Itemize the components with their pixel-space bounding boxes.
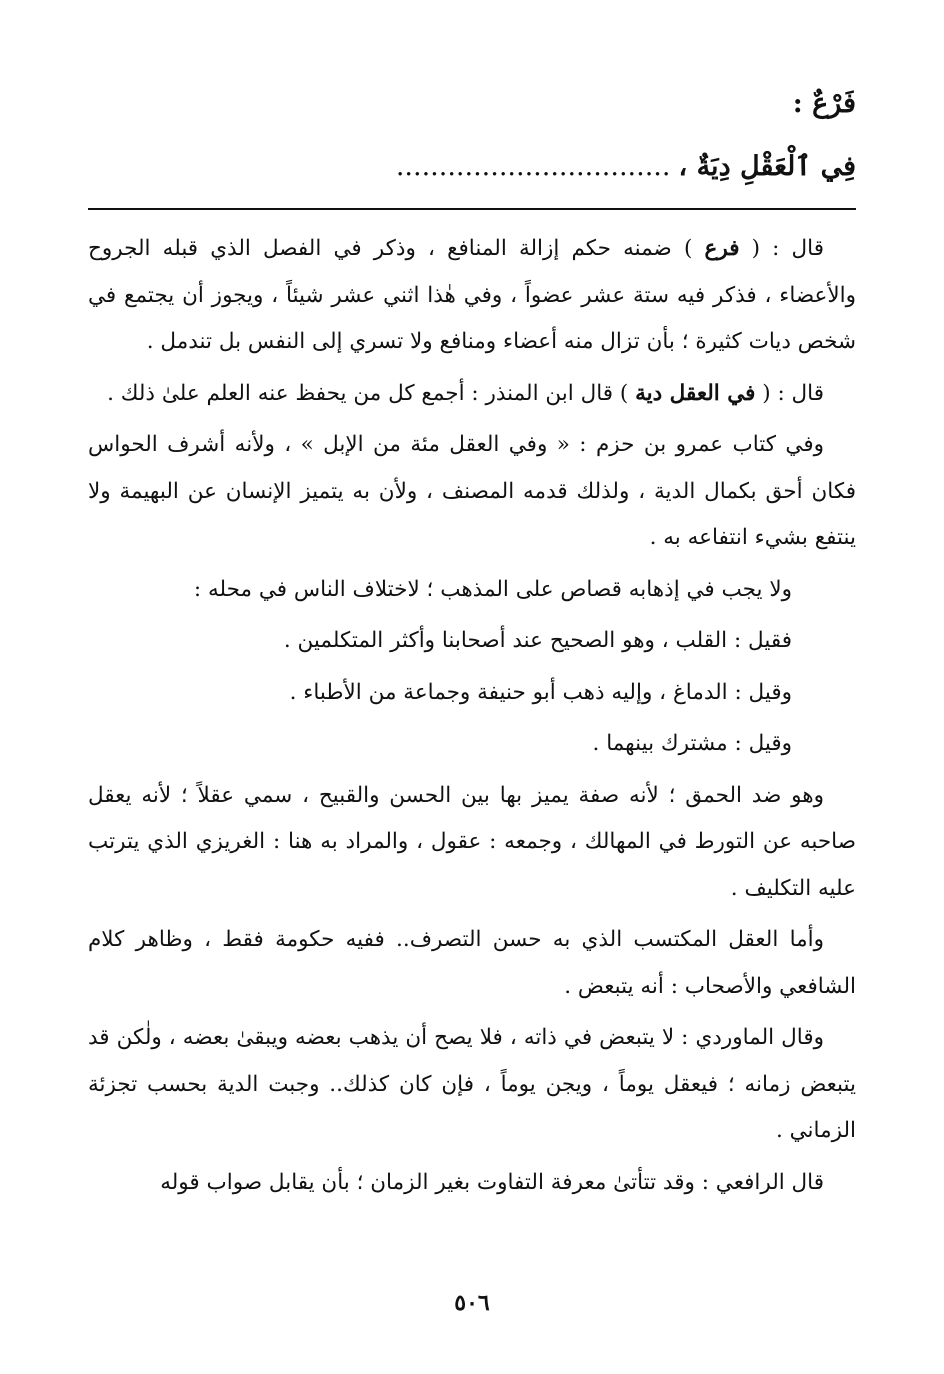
paragraph-text: قال : ( <box>755 380 824 406</box>
paragraph <box>88 670 856 717</box>
subheading-text: فِي ٱلْعَقْلِ دِيَةٌ ، <box>678 151 856 182</box>
page-number: ٥٠٦ <box>454 1290 490 1316</box>
paragraph <box>88 226 856 366</box>
paragraph-text: ولا يجب في إذهابه قصاص على المذهب ؛ لاختلاف الناس في محله : <box>193 576 792 602</box>
paragraph <box>88 618 856 665</box>
bold-text: فرع <box>704 236 740 261</box>
paragraph <box>88 422 856 562</box>
paragraph-text: وأما العقل المكتسب الذي به حسن التصرف.. ففيه حكومة فقط ، وظاهر كلام الشافعي والأصحاب : أنه يتبعض . <box>88 927 856 999</box>
paragraph <box>88 1160 856 1207</box>
section-subheading <box>86 143 856 191</box>
paragraph <box>88 917 856 1010</box>
paragraph-text: وفي كتاب عمرو بن حزم : « وفي العقل مئة من الإبل » ، ولأنه أشرف الحواس فكان أحق بكمال الدية ، ولذلك قدمه المصنف ، ولأن به يتميز الإنسان عن البهيمة ولا ينتفع بشيء انتفاعه به . <box>88 432 856 550</box>
paragraph <box>88 1015 856 1155</box>
paragraph <box>88 371 856 418</box>
paragraph <box>88 773 856 913</box>
paragraph <box>88 567 856 614</box>
bold-text: في العقل دية <box>635 380 756 406</box>
paragraph-text: ) قال ابن المنذر : أجمع كل من يحفظ عنه العلم علىٰ ذلك . <box>107 380 636 406</box>
section-heading: فَرْعٌ : <box>792 88 856 119</box>
paragraph-text: فقيل : القلب ، وهو الصحيح عند أصحابنا وأكثر المتكلمين . <box>283 628 792 653</box>
paragraph-text: وقيل : الدماغ ، وإليه ذهب أبو حنيفة وجماعة من الأطباء . <box>289 679 792 705</box>
paragraph-text: وقال الماوردي : لا يتبعض في ذاته ، فلا يصح أن يذهب بعضه ويبقىٰ بعضه ، ولٰكن قد يتبعض زمانه ؛ فيعقل يوماً ، ويجن يوماً ، فإن كان كذلك.. وجبت الدية بحسب تجزئة الزماني . <box>88 1025 856 1143</box>
leader-dots: ................................ <box>395 151 671 182</box>
paragraph-text: قال الرافعي : وقد تتأتىٰ معرفة التفاوت بغير الزمان ؛ بأن يقابل صواب قوله <box>160 1169 824 1195</box>
paragraph-text: وقيل : مشترك بينهما . <box>592 731 792 756</box>
page-body <box>88 226 856 1211</box>
paragraph-text: ) ضمنه حكم إزالة المنافع ، وذكر في الفصل الذي قبله الجروح والأعضاء ، فذكر فيه ستة عشر عضواً ، وفي هٰذا اثني عشر شيئاً ، ويجوز أن يجتمع في شخص ديات كثيرة ؛ بأن تزال منه أعضاء ومنافع ولا تسري إلى النفس بل تندمل . <box>88 236 856 354</box>
paragraph-text: قال : ( <box>739 236 824 261</box>
paragraph-text: وهو ضد الحمق ؛ لأنه صفة يميز بها بين الحسن والقبيح ، سمي عقلاً ؛ لأنه يعقل صاحبه عن التورط في المهالك ، وجمعه : عقول ، والمراد به هنا : الغريزي الذي يترتب عليه التكليف . <box>88 782 856 901</box>
header-rule <box>88 208 856 210</box>
paragraph <box>88 721 856 768</box>
